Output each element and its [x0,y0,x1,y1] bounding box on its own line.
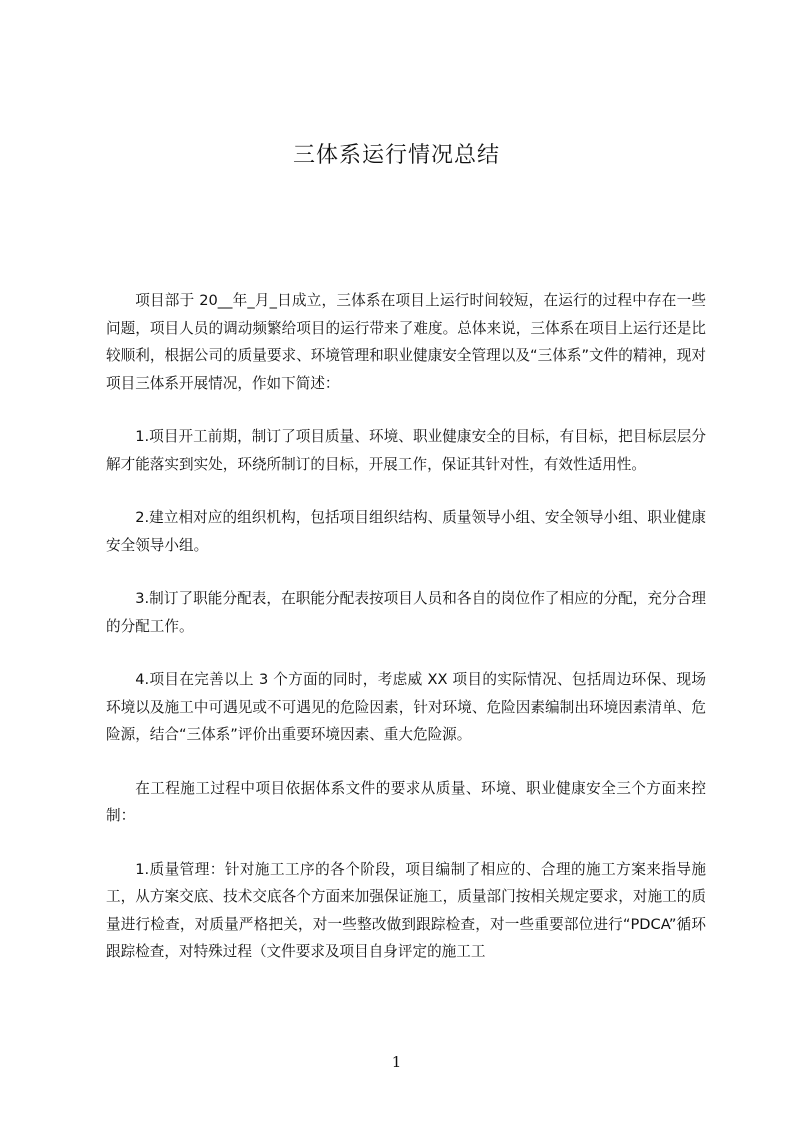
paragraph-item-1: 1.项目开工前期，制订了项目质量、环境、职业健康安全的目标，有目标，把目标层层分解才能落实到实处，环绕所制订的目标，开展工作，保证其针对性，有效性适用性。 [106,428,706,473]
page-title: 三体系运行情况总结 [292,143,500,168]
paragraph-item-4: 4.项目在完善以上 3 个方面的同时，考虑威 XX 项目的实际情况、包括周边环保、现场环境以及施工中可遇见或不可遇见的危险因素，针对环境、危险因素编制出环境因素清单、危险源，结合“三体系”评价出重要环境因素、重大危险源。 [106,671,706,743]
paragraph-control-intro: 在工程施工过程中项目依据体系文件的要求从质量、环境、职业健康安全三个方面来控制： [106,779,706,824]
paragraph-intro: 项目部于 20__年_月_日成立，三体系在项目上运行时间较短，在运行的过程中存在一些问题，项目人员的调动频繁给项目的运行带来了难度。总体来说，三体系在项目上运行还是比较顺利，根据公司的质量要求、环境管理和职业健康安全管理以及“三体系”文件的精神，现对项目三体系开展情况，作如下简述： [106,292,706,392]
page-number: 1 [391,1053,402,1071]
paragraph-item-3: 3.制订了职能分配表，在职能分配表按项目人员和各自的岗位作了相应的分配，充分合理的分配工作。 [106,590,706,635]
paragraph-item-2: 2.建立相对应的组织机构，包括项目组织结构、质量领导小组、安全领导小组、职业健康安全领导小组。 [106,509,706,554]
document-body [106,287,706,992]
paragraph-quality-management: 1.质量管理：针对施工工序的各个阶段，项目编制了相应的、合理的施工方案来指导施工，从方案交底、技术交底各个方面来加强保证施工，质量部门按相关规定要求，对施工的质量进行检查，对质量严格把关，对一些整改做到跟踪检查，对一些重要部位进行“PDCA”循环跟踪检查，对特殊过程（文件要求及项目自身评定的施工工 [106,860,706,960]
